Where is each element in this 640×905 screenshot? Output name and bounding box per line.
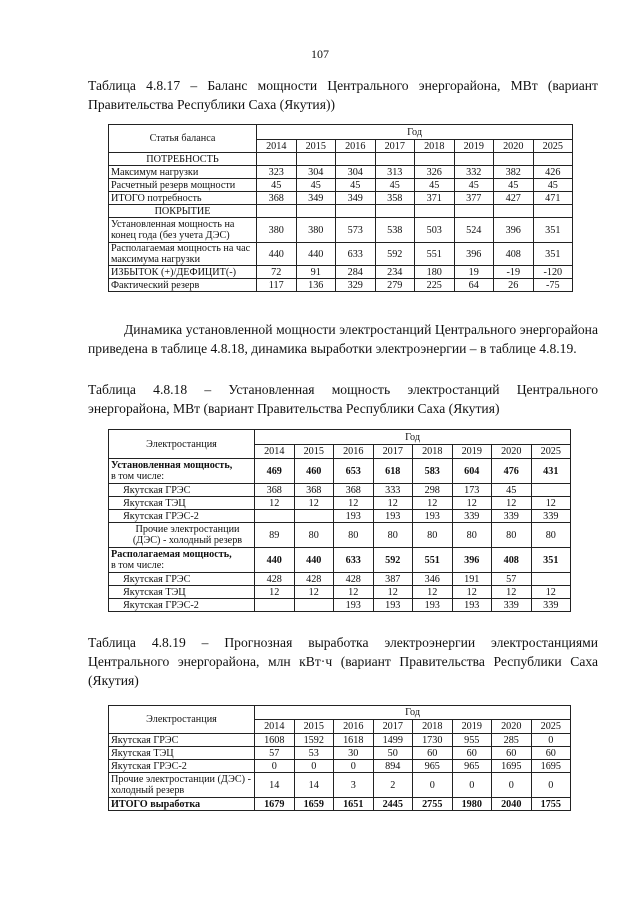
year-group-header: Год [257, 125, 573, 140]
value-cell: 440 [294, 548, 334, 573]
column-header: Статья баланса [109, 125, 257, 153]
table-row [109, 266, 573, 279]
value-cell: 955 [452, 734, 492, 747]
table-row [109, 179, 573, 192]
row-label: Якутская ТЭЦ [109, 497, 255, 510]
value-cell: 12 [531, 586, 571, 599]
table-row [109, 510, 571, 523]
table-4-8-19 [108, 705, 571, 811]
value-cell: 193 [373, 599, 413, 612]
value-cell: 573 [336, 218, 376, 243]
value-cell: 387 [373, 573, 413, 586]
value-cell: 2755 [413, 798, 453, 811]
value-cell: 440 [296, 243, 336, 266]
row-label: Установленная мощность на конец года (без учета ДЭС) [109, 218, 257, 243]
value-cell: 14 [255, 773, 295, 798]
row-label: Якутская ГРЭС [109, 734, 255, 747]
value-cell: 12 [531, 497, 571, 510]
value-cell: 80 [531, 523, 571, 548]
value-cell: 45 [415, 179, 455, 192]
value-cell [255, 510, 295, 523]
table-row [109, 459, 571, 484]
value-cell: 339 [492, 599, 532, 612]
value-cell: 358 [375, 192, 415, 205]
value-cell: 45 [492, 484, 532, 497]
value-cell: 368 [334, 484, 374, 497]
value-cell: 633 [336, 243, 376, 266]
value-cell: 0 [413, 773, 453, 798]
year-group-header: Год [255, 706, 571, 720]
table-4-8-19-caption: Таблица 4.8.19 – Прогнозная выработка электроэнергии электростанциями Центрального энергорайона, млн кВт·ч (вариант Правительства Республики Саха (Якутия) [88, 635, 598, 688]
value-cell: 91 [296, 266, 336, 279]
year-cell: 2017 [375, 140, 415, 153]
page-number: 107 [311, 47, 329, 61]
value-cell: 618 [373, 459, 413, 484]
value-cell: 396 [494, 218, 534, 243]
value-cell: 225 [415, 279, 455, 292]
value-cell: 1651 [334, 798, 374, 811]
value-cell: 45 [494, 179, 534, 192]
value-cell: 45 [533, 179, 573, 192]
value-cell: 894 [373, 760, 413, 773]
value-cell: 12 [413, 586, 453, 599]
value-cell: 351 [531, 548, 571, 573]
table-row [109, 192, 573, 205]
section-label: ПОТРЕБНОСТЬ [109, 153, 257, 166]
year-cell: 2025 [531, 720, 571, 734]
value-cell: 60 [531, 747, 571, 760]
value-cell: 460 [294, 459, 334, 484]
table-4-8-17 [108, 124, 573, 292]
value-cell: -19 [494, 266, 534, 279]
value-cell: 1695 [531, 760, 571, 773]
year-cell: 2020 [494, 140, 534, 153]
value-cell: 12 [334, 586, 374, 599]
year-cell: 2017 [373, 720, 413, 734]
value-cell: 1499 [373, 734, 413, 747]
year-cell: 2017 [373, 445, 413, 459]
value-cell: 329 [336, 279, 376, 292]
year-cell: 2016 [334, 445, 374, 459]
value-cell: 12 [255, 586, 295, 599]
section-label: ПОКРЫТИЕ [109, 205, 257, 218]
value-cell: 80 [492, 523, 532, 548]
year-cell: 2015 [294, 445, 334, 459]
value-cell: 1592 [294, 734, 334, 747]
value-cell: 12 [492, 497, 532, 510]
row-label: ИЗБЫТОК (+)/ДЕФИЦИТ(-) [109, 266, 257, 279]
value-cell: 298 [413, 484, 453, 497]
value-cell: 339 [452, 510, 492, 523]
value-cell: 0 [334, 760, 374, 773]
value-cell: 633 [334, 548, 374, 573]
value-cell: 117 [257, 279, 297, 292]
value-cell: 53 [294, 747, 334, 760]
value-cell: 428 [255, 573, 295, 586]
value-cell: 12 [452, 586, 492, 599]
value-cell: 45 [454, 179, 494, 192]
value-cell: 2445 [373, 798, 413, 811]
row-label: Якутская ГРЭС [109, 484, 255, 497]
value-cell: 80 [373, 523, 413, 548]
year-cell: 2019 [454, 140, 494, 153]
value-cell: 304 [296, 166, 336, 179]
value-cell: 396 [452, 548, 492, 573]
value-cell: 382 [494, 166, 534, 179]
year-cell: 2018 [413, 445, 453, 459]
value-cell: -120 [533, 266, 573, 279]
value-cell: 551 [413, 548, 453, 573]
column-header: Электростанция [109, 430, 255, 459]
value-cell: 426 [533, 166, 573, 179]
value-cell: 346 [413, 573, 453, 586]
value-cell: 0 [255, 760, 295, 773]
value-cell: 583 [413, 459, 453, 484]
year-cell: 2015 [296, 140, 336, 153]
table-4-8-18-caption: Таблица 4.8.18 – Установленная мощность электростанций Центрального энергорайона, МВт (вариант Правительства Республики Саха (Якутия) [88, 382, 598, 416]
value-cell: 440 [257, 243, 297, 266]
value-cell: 191 [452, 573, 492, 586]
table-row [109, 747, 571, 760]
value-cell: 12 [373, 586, 413, 599]
table-row [109, 548, 571, 573]
value-cell: 12 [492, 586, 532, 599]
value-cell: 19 [454, 266, 494, 279]
value-cell: 339 [531, 510, 571, 523]
value-cell: 57 [492, 573, 532, 586]
value-cell: 12 [413, 497, 453, 510]
value-cell: 2040 [492, 798, 532, 811]
value-cell: 89 [255, 523, 295, 548]
value-cell: 12 [294, 586, 334, 599]
value-cell: 0 [294, 760, 334, 773]
value-cell: 304 [336, 166, 376, 179]
value-cell: 408 [494, 243, 534, 266]
value-cell [255, 599, 295, 612]
value-cell [531, 573, 571, 586]
value-cell: 0 [531, 773, 571, 798]
value-cell: 2 [373, 773, 413, 798]
year-cell: 2016 [336, 140, 376, 153]
value-cell: 80 [452, 523, 492, 548]
value-cell: 12 [294, 497, 334, 510]
value-cell: 351 [533, 243, 573, 266]
row-label: Фактический резерв [109, 279, 257, 292]
value-cell: 653 [334, 459, 374, 484]
value-cell: 380 [296, 218, 336, 243]
value-cell: 173 [452, 484, 492, 497]
value-cell: 1659 [294, 798, 334, 811]
value-cell: 469 [255, 459, 295, 484]
year-cell: 2014 [255, 445, 295, 459]
value-cell: 136 [296, 279, 336, 292]
value-cell: 26 [494, 279, 534, 292]
table-4-8-18 [108, 429, 571, 612]
value-cell: 193 [413, 599, 453, 612]
row-label: ИТОГО выработка [109, 798, 255, 811]
year-cell: 2018 [413, 720, 453, 734]
value-cell: 396 [454, 243, 494, 266]
value-cell: 30 [334, 747, 374, 760]
row-label: Якутская ГРЭС-2 [109, 760, 255, 773]
value-cell: 60 [492, 747, 532, 760]
year-cell: 2016 [334, 720, 374, 734]
value-cell: 180 [415, 266, 455, 279]
value-cell: 279 [375, 279, 415, 292]
value-cell: 193 [334, 599, 374, 612]
value-cell: 592 [375, 243, 415, 266]
table-row [109, 497, 571, 510]
value-cell: 604 [452, 459, 492, 484]
value-cell: 431 [531, 459, 571, 484]
row-label: Прочие электростанции (ДЭС) - холодный резерв [109, 773, 255, 798]
value-cell: 45 [375, 179, 415, 192]
value-cell: 471 [533, 192, 573, 205]
value-cell [294, 510, 334, 523]
column-header: Электростанция [109, 706, 255, 734]
year-cell: 2025 [531, 445, 571, 459]
value-cell: 1679 [255, 798, 295, 811]
value-cell: 440 [255, 548, 295, 573]
value-cell: 428 [294, 573, 334, 586]
value-cell: 284 [336, 266, 376, 279]
value-cell: 368 [257, 192, 297, 205]
value-cell: 80 [413, 523, 453, 548]
row-label: Якутская ГРЭС-2 [109, 599, 255, 612]
value-cell: 12 [255, 497, 295, 510]
value-cell: 234 [375, 266, 415, 279]
table-row [109, 573, 571, 586]
table-row [109, 798, 571, 811]
table-row [109, 166, 573, 179]
value-cell: 45 [296, 179, 336, 192]
body-paragraph [88, 320, 598, 358]
year-cell: 2014 [257, 140, 297, 153]
value-cell: 592 [373, 548, 413, 573]
table-row [109, 599, 571, 612]
value-cell: 80 [294, 523, 334, 548]
table-row [109, 586, 571, 599]
table-row [109, 773, 571, 798]
value-cell: 332 [454, 166, 494, 179]
value-cell [294, 599, 334, 612]
value-cell: 380 [257, 218, 297, 243]
value-cell: 313 [375, 166, 415, 179]
year-cell: 2020 [492, 445, 532, 459]
paragraph-text: Динамика установленной мощности электростанций Центрального энергорайона приведена в таблице 4.8.18, динамика выработки электроэнергии – в таблице 4.8.19. [88, 322, 598, 356]
value-cell: 351 [533, 218, 573, 243]
value-cell: 0 [492, 773, 532, 798]
value-cell: 60 [413, 747, 453, 760]
table-row [109, 734, 571, 747]
value-cell: 193 [413, 510, 453, 523]
value-cell: 3 [334, 773, 374, 798]
value-cell: 285 [492, 734, 532, 747]
value-cell: 371 [415, 192, 455, 205]
row-label: Прочие электростанции (ДЭС) - холодный резерв [109, 523, 255, 548]
row-label: Якутская ГРЭС [109, 573, 255, 586]
table-row [109, 484, 571, 497]
year-group-header: Год [255, 430, 571, 445]
value-cell: 57 [255, 747, 295, 760]
row-label: Установленная мощность, в том числе: [109, 459, 255, 484]
value-cell: 326 [415, 166, 455, 179]
value-cell: 551 [415, 243, 455, 266]
value-cell: -75 [533, 279, 573, 292]
value-cell: 349 [296, 192, 336, 205]
value-cell: 193 [452, 599, 492, 612]
value-cell: 0 [531, 734, 571, 747]
value-cell: 45 [336, 179, 376, 192]
value-cell: 50 [373, 747, 413, 760]
value-cell: 428 [334, 573, 374, 586]
value-cell: 1618 [334, 734, 374, 747]
value-cell: 323 [257, 166, 297, 179]
row-label: Максимум нагрузки [109, 166, 257, 179]
value-cell: 339 [492, 510, 532, 523]
value-cell: 1695 [492, 760, 532, 773]
value-cell: 333 [373, 484, 413, 497]
value-cell: 1755 [531, 798, 571, 811]
year-cell: 2019 [452, 720, 492, 734]
value-cell: 965 [413, 760, 453, 773]
value-cell: 1730 [413, 734, 453, 747]
value-cell: 1608 [255, 734, 295, 747]
value-cell: 60 [452, 747, 492, 760]
value-cell: 45 [257, 179, 297, 192]
year-cell: 2018 [415, 140, 455, 153]
value-cell: 377 [454, 192, 494, 205]
value-cell: 14 [294, 773, 334, 798]
value-cell: 476 [492, 459, 532, 484]
value-cell: 408 [492, 548, 532, 573]
year-cell: 2019 [452, 445, 492, 459]
value-cell: 72 [257, 266, 297, 279]
value-cell [531, 484, 571, 497]
row-label: Расчетный резерв мощности [109, 179, 257, 192]
value-cell: 524 [454, 218, 494, 243]
table-row [109, 243, 573, 266]
value-cell: 0 [452, 773, 492, 798]
table-row [109, 523, 571, 548]
year-cell: 2014 [255, 720, 295, 734]
value-cell: 193 [334, 510, 374, 523]
year-cell: 2015 [294, 720, 334, 734]
value-cell: 12 [373, 497, 413, 510]
value-cell: 538 [375, 218, 415, 243]
value-cell: 368 [294, 484, 334, 497]
table-4-8-17-caption: Таблица 4.8.17 – Баланс мощности Центрального энергорайона, МВт (вариант Правительства Республики Саха (Якутия)) [88, 78, 598, 112]
value-cell: 427 [494, 192, 534, 205]
value-cell: 193 [373, 510, 413, 523]
row-label: Якутская ТЭЦ [109, 586, 255, 599]
value-cell: 349 [336, 192, 376, 205]
value-cell: 64 [454, 279, 494, 292]
value-cell: 1980 [452, 798, 492, 811]
section-row [109, 205, 573, 218]
value-cell: 503 [415, 218, 455, 243]
row-label: Якутская ГРЭС-2 [109, 510, 255, 523]
year-cell: 2025 [533, 140, 573, 153]
value-cell: 368 [255, 484, 295, 497]
value-cell: 339 [531, 599, 571, 612]
section-row [109, 153, 573, 166]
year-cell: 2020 [492, 720, 532, 734]
row-label: Якутская ТЭЦ [109, 747, 255, 760]
row-label: Располагаемая мощность, в том числе: [109, 548, 255, 573]
table-row [109, 279, 573, 292]
row-label: ИТОГО потребность [109, 192, 257, 205]
table-row [109, 760, 571, 773]
value-cell: 12 [452, 497, 492, 510]
row-label: Располагаемая мощность на час максимума нагрузки [109, 243, 257, 266]
value-cell: 965 [452, 760, 492, 773]
value-cell: 12 [334, 497, 374, 510]
value-cell: 80 [334, 523, 374, 548]
table-row [109, 218, 573, 243]
